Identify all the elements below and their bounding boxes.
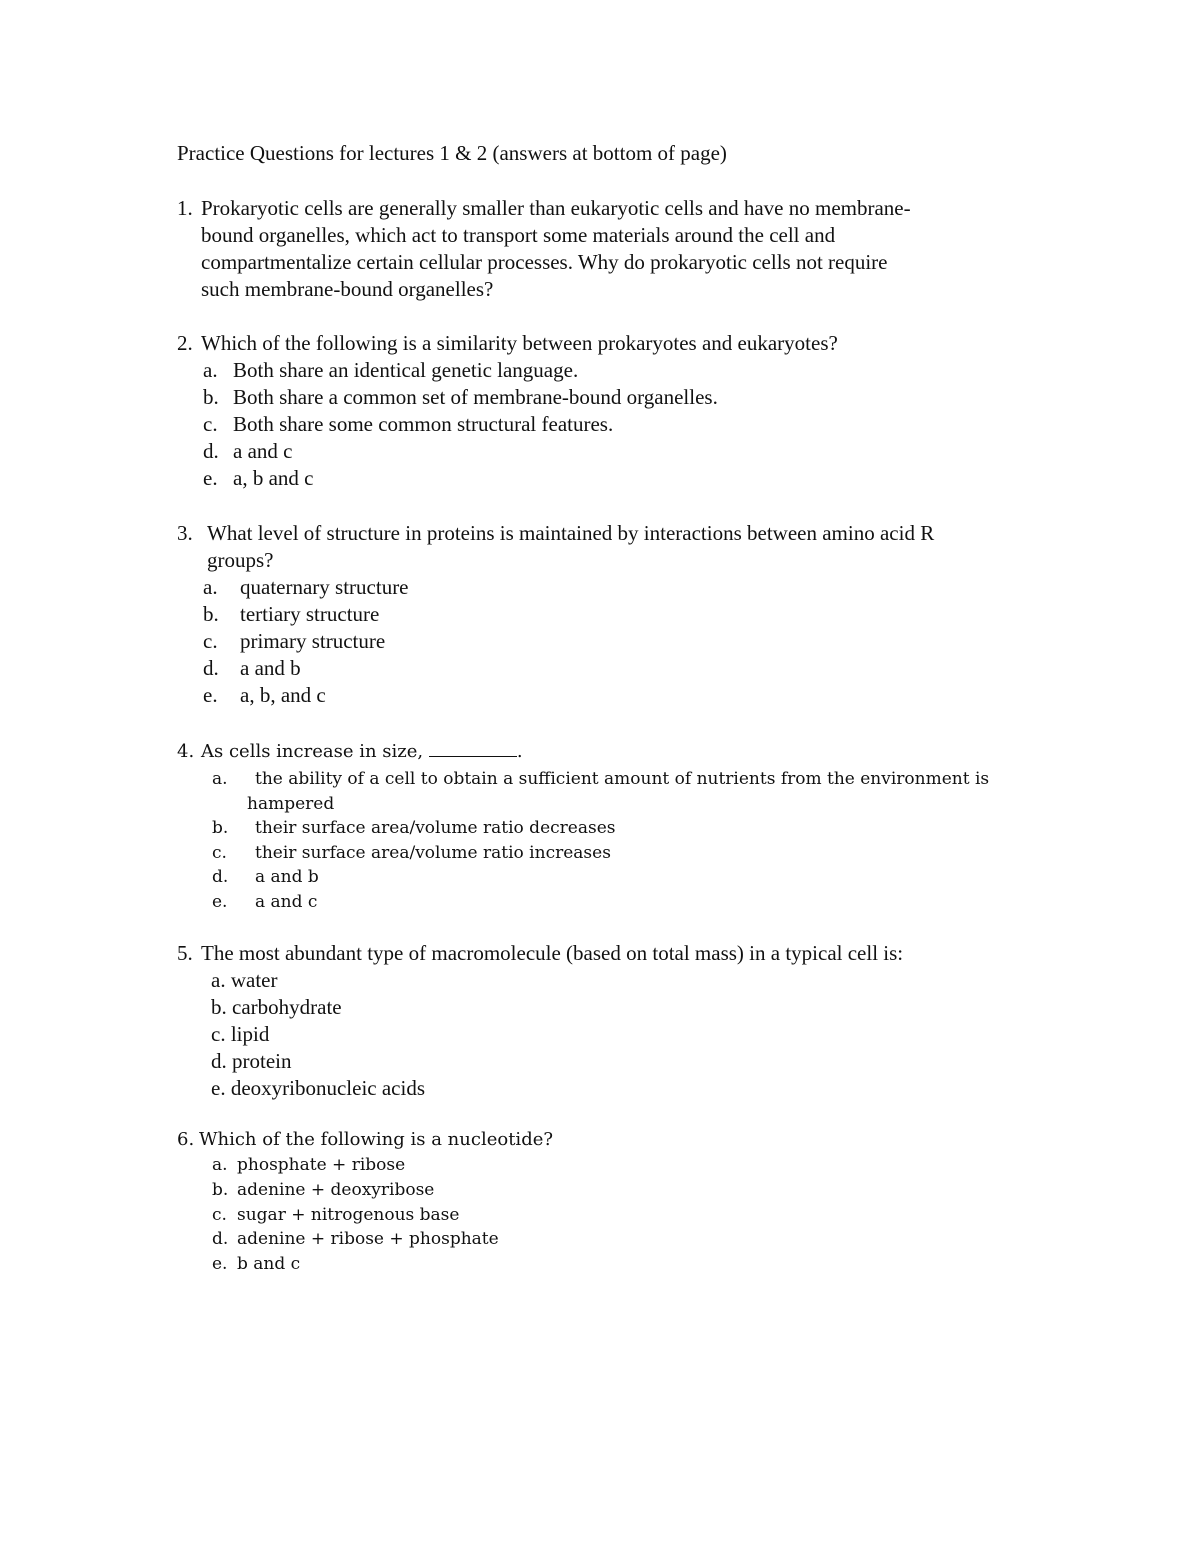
answer-option (212, 1203, 1037, 1228)
answer-option (211, 967, 1037, 994)
option-text: sugar + nitrogenous base (237, 1204, 460, 1225)
option-text: adenine + deoxyribose (237, 1179, 435, 1200)
option-text: their surface area/volume ratio increases (255, 842, 611, 863)
option-text: a and c (255, 891, 318, 912)
option-letter: e. (212, 1254, 228, 1275)
answer-option (212, 1153, 1037, 1178)
question-stem (177, 195, 1037, 303)
option-letter: b. (203, 385, 219, 409)
question-text: Which of the following is a nucleotide? (199, 1129, 554, 1150)
answer-option (203, 601, 1037, 628)
answer-option (212, 767, 1037, 816)
option-text: their surface area/volume ratio decreases (255, 818, 616, 839)
question-1 (177, 195, 1037, 303)
option-text: Both share some common structural features. (233, 412, 614, 436)
option-text: Both share an identical genetic language. (233, 358, 579, 382)
question-6 (177, 1127, 1037, 1277)
question-stem (177, 940, 1037, 967)
option-text: Both share a common set of membrane-bound organelles. (233, 385, 718, 409)
option-text: phosphate + ribose (237, 1155, 406, 1175)
question-text: Which of the following is a similarity between prokaryotes and eukaryotes? (201, 331, 838, 355)
option-letter: d. (211, 1049, 227, 1073)
question-5 (177, 940, 1037, 1102)
answer-option (212, 1227, 1037, 1252)
answer-option (203, 438, 1037, 465)
answer-option (203, 465, 1037, 492)
option-letter: b. (203, 602, 219, 626)
option-letter: d. (203, 656, 219, 680)
answer-options (203, 357, 1037, 492)
option-letter: a. (203, 358, 218, 382)
answer-option (203, 384, 1037, 411)
option-letter: b. (211, 995, 227, 1019)
answer-option (211, 1048, 1037, 1075)
option-text: a, b, and c (240, 683, 326, 707)
question-number: 5. (177, 941, 193, 965)
option-letter: c. (211, 1022, 226, 1046)
option-text: b and c (237, 1254, 301, 1275)
option-letter: e. (203, 683, 218, 707)
option-text: carbohydrate (232, 995, 342, 1019)
question-line: What level of structure in proteins is maintained by interactions between amino acid R (207, 521, 935, 545)
answer-option (211, 994, 1037, 1021)
question-line: such membrane-bound organelles? (201, 277, 494, 301)
answer-option (212, 816, 1037, 841)
question-number: 6. (177, 1129, 195, 1150)
option-text: quaternary structure (240, 575, 409, 599)
question-4 (177, 738, 1037, 915)
option-letter: a. (211, 968, 226, 992)
option-letter: d. (212, 867, 229, 888)
answer-option (212, 865, 1037, 890)
option-letter: a. (212, 769, 228, 789)
question-number: 3. (177, 521, 193, 545)
option-letter: e. (203, 466, 218, 490)
option-letter: c. (212, 1204, 227, 1225)
question-text-end: . (516, 741, 523, 762)
option-letter: a. (212, 1155, 228, 1175)
question-text: As cells increase in size, (201, 741, 429, 762)
answer-options (203, 574, 1037, 709)
answer-options (212, 1153, 1037, 1277)
answer-option (203, 628, 1037, 655)
option-text: lipid (230, 1022, 270, 1046)
question-stem (177, 1127, 1037, 1153)
question-number: 2. (177, 331, 193, 355)
question-line: groups? (207, 548, 274, 572)
option-letter: d. (212, 1229, 229, 1250)
answer-options (211, 967, 1037, 1102)
question-line: compartmentalize certain cellular processes. Why do prokaryotic cells not require (201, 250, 888, 274)
answer-option (211, 1021, 1037, 1048)
option-letter: b. (212, 818, 229, 839)
option-text: primary structure (240, 629, 386, 653)
page-title: Practice Questions for lectures 1 & 2 (answers at bottom of page) (177, 141, 727, 165)
answer-option (212, 841, 1037, 866)
answer-option (203, 411, 1037, 438)
question-stem (177, 330, 1037, 357)
option-letter: e. (212, 891, 228, 912)
option-text: a, b and c (233, 466, 314, 490)
answer-option (212, 1252, 1037, 1277)
question-line: Prokaryotic cells are generally smaller than eukaryotic cells and have no membrane- (201, 196, 911, 220)
question-stem (177, 520, 1037, 574)
option-text: deoxyribonucleic acids (230, 1076, 426, 1100)
option-letter: c. (203, 412, 218, 436)
answer-option (212, 1178, 1037, 1203)
answer-option (211, 1075, 1037, 1102)
option-letter: c. (203, 629, 218, 653)
question-line: bound organelles, which act to transport some materials around the cell and (201, 223, 836, 247)
option-text: a and c (233, 439, 293, 463)
option-letter: e. (211, 1076, 226, 1100)
answer-option (212, 890, 1037, 915)
question-number: 1. (177, 196, 193, 220)
answer-option (203, 574, 1037, 601)
question-3 (177, 520, 1037, 709)
option-text: water (230, 968, 278, 992)
option-text: tertiary structure (240, 602, 380, 626)
option-text: a and b (240, 656, 301, 680)
option-text: a and b (255, 867, 319, 888)
question-stem (177, 738, 1037, 765)
option-letter: c. (212, 842, 227, 863)
question-text: The most abundant type of macromolecule (based on total mass) in a typical cell is: (201, 941, 904, 965)
answer-options (212, 767, 1037, 915)
option-text-continuation: hampered (247, 793, 335, 814)
option-letter: a. (203, 575, 218, 599)
option-letter: d. (203, 439, 219, 463)
option-letter: b. (212, 1179, 229, 1200)
answer-option (203, 655, 1037, 682)
answer-option (203, 357, 1037, 384)
option-text: the ability of a cell to obtain a sufficient amount of nutrients from the environment is (255, 769, 990, 789)
option-text: adenine + ribose + phosphate (237, 1229, 499, 1250)
question-2 (177, 330, 1037, 492)
question-number: 4. (177, 741, 195, 762)
answer-blank (429, 742, 517, 757)
option-text: protein (232, 1049, 292, 1073)
answer-option (203, 682, 1037, 709)
